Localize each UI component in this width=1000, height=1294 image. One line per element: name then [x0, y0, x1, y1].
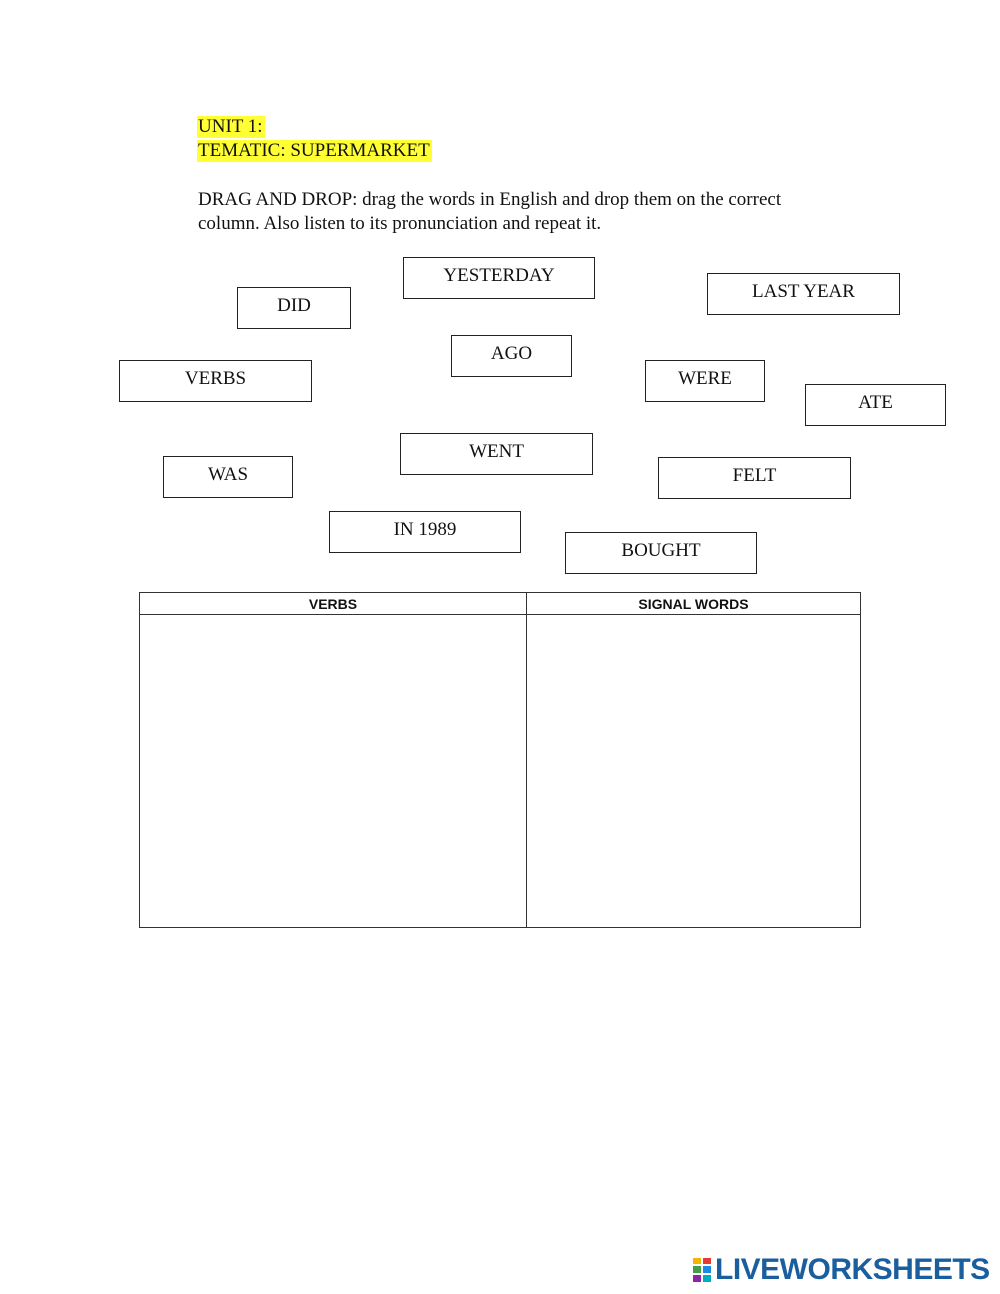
drag-word-verbs[interactable]: VERBS [119, 360, 312, 402]
drop-zone-signal-words[interactable] [527, 615, 860, 927]
drag-word-ate[interactable]: ATE [805, 384, 946, 426]
instructions-line-2: column. Also listen to its pronunciation and repeat it. [198, 213, 602, 234]
drag-word-were[interactable]: WERE [645, 360, 765, 402]
drag-word-went[interactable]: WENT [400, 433, 593, 475]
drag-word-ago[interactable]: AGO [451, 335, 572, 377]
sorting-table [139, 592, 861, 928]
drop-zone-verbs[interactable] [140, 615, 527, 927]
drag-word-yesterday[interactable]: YESTERDAY [403, 257, 595, 299]
drag-word-felt[interactable]: FELT [658, 457, 851, 499]
drag-word-did[interactable]: DID [237, 287, 351, 329]
column-header-signal-words: SIGNAL WORDS [527, 593, 860, 615]
drag-word-in-1989[interactable]: IN 1989 [329, 511, 521, 553]
drag-word-was[interactable]: WAS [163, 456, 293, 498]
instructions-line-1: DRAG AND DROP: drag the words in English and drop them on the correct [198, 189, 782, 210]
logo-text: LIVEWORKSHEETS [715, 1253, 990, 1286]
column-header-verbs: VERBS [140, 593, 527, 615]
liveworksheets-logo [692, 1255, 990, 1285]
drag-word-bought[interactable]: BOUGHT [565, 532, 757, 574]
liveworksheets-logo-icon [692, 1257, 712, 1283]
unit-title: UNIT 1: [198, 116, 263, 137]
tematic-title: TEMATIC: SUPERMARKET [198, 140, 430, 161]
drag-word-last-year[interactable]: LAST YEAR [707, 273, 900, 315]
